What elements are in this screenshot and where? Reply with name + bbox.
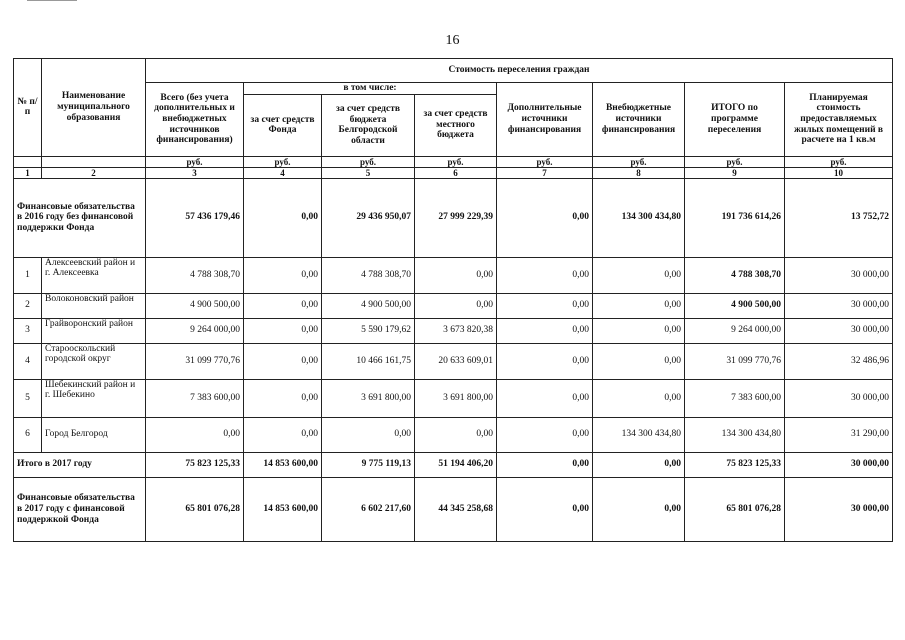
cell-planned-cost: 30 000,00 xyxy=(785,379,893,417)
row-name: Алексеевский район и г. Алексеевка xyxy=(42,257,146,293)
cell-total-program: 7 383 600,00 xyxy=(685,379,785,417)
cell-total: 57 436 179,46 xyxy=(146,178,244,257)
cell-local: 3 691 800,00 xyxy=(415,379,497,417)
cell-fund: 0,00 xyxy=(244,343,322,379)
resettlement-cost-table xyxy=(13,58,893,542)
cell-additional: 0,00 xyxy=(497,178,593,257)
cell-total: 75 823 125,33 xyxy=(146,452,244,477)
cell-regional: 10 466 161,75 xyxy=(322,343,415,379)
page-number: 16 xyxy=(445,33,460,48)
cell-extrabudget: 0,00 xyxy=(593,379,685,417)
row-fin-2017 xyxy=(14,477,893,541)
cell-fund: 0,00 xyxy=(244,379,322,417)
cell-regional: 5 590 179,62 xyxy=(322,318,415,343)
cell-local: 3 673 820,38 xyxy=(415,318,497,343)
cell-local: 27 999 229,39 xyxy=(415,178,497,257)
unit-cell: руб. xyxy=(497,156,593,167)
row-no: 6 xyxy=(14,417,42,452)
header-regional: за счет средств бюджета Белгородской области xyxy=(322,94,415,156)
cell-fund: 0,00 xyxy=(244,293,322,318)
cell-planned-cost: 30 000,00 xyxy=(785,293,893,318)
cell-extrabudget: 0,00 xyxy=(593,343,685,379)
row-name: Грайворонский район xyxy=(42,318,146,343)
unit-cell: руб. xyxy=(322,156,415,167)
cell-additional: 0,00 xyxy=(497,343,593,379)
row-no: 5 xyxy=(14,379,42,417)
cell-fund: 14 853 600,00 xyxy=(244,452,322,477)
cell-additional: 0,00 xyxy=(497,318,593,343)
table-row xyxy=(14,257,893,293)
unit-cell: руб. xyxy=(593,156,685,167)
row-total-2017 xyxy=(14,452,893,477)
cell-local: 0,00 xyxy=(415,257,497,293)
cell-fund: 14 853 600,00 xyxy=(244,477,322,541)
row-label: Финансовые обязательства в 2016 году без финансовой поддержки Фонда xyxy=(14,178,146,257)
cell-total-program: 191 736 614,26 xyxy=(685,178,785,257)
cell-planned-cost: 30 000,00 xyxy=(785,318,893,343)
cell-total-program: 4 788 308,70 xyxy=(685,257,785,293)
unit-blank-2 xyxy=(42,156,146,167)
cell-total: 31 099 770,76 xyxy=(146,343,244,379)
cell-extrabudget: 134 300 434,80 xyxy=(593,417,685,452)
unit-cell: руб. xyxy=(685,156,785,167)
row-name: Старооскольский городской округ xyxy=(42,343,146,379)
unit-cell: руб. xyxy=(785,156,893,167)
cell-total: 0,00 xyxy=(146,417,244,452)
table-row xyxy=(14,293,893,318)
cell-additional: 0,00 xyxy=(497,452,593,477)
row-name: Волоконовский район xyxy=(42,293,146,318)
cell-local: 44 345 258,68 xyxy=(415,477,497,541)
cell-extrabudget: 0,00 xyxy=(593,452,685,477)
unit-cell: руб. xyxy=(146,156,244,167)
cell-regional: 4 900 500,00 xyxy=(322,293,415,318)
cell-additional: 0,00 xyxy=(497,477,593,541)
cell-total: 4 788 308,70 xyxy=(146,257,244,293)
cell-total: 7 383 600,00 xyxy=(146,379,244,417)
cell-additional: 0,00 xyxy=(497,293,593,318)
col-number: 10 xyxy=(785,167,893,178)
row-name: Город Белгород xyxy=(42,417,146,452)
header-including: в том числе: xyxy=(244,83,497,95)
header-fund: за счет средств Фонда xyxy=(244,94,322,156)
cell-local: 0,00 xyxy=(415,417,497,452)
cell-planned-cost: 13 752,72 xyxy=(785,178,893,257)
cell-extrabudget: 0,00 xyxy=(593,293,685,318)
unit-cell: руб. xyxy=(415,156,497,167)
cell-regional: 6 602 217,60 xyxy=(322,477,415,541)
cell-total: 65 801 076,28 xyxy=(146,477,244,541)
cell-regional: 0,00 xyxy=(322,417,415,452)
cell-planned-cost: 31 290,00 xyxy=(785,417,893,452)
cell-fund: 0,00 xyxy=(244,417,322,452)
table-row xyxy=(14,343,893,379)
cell-total: 4 900 500,00 xyxy=(146,293,244,318)
cell-total-program: 65 801 076,28 xyxy=(685,477,785,541)
cell-additional: 0,00 xyxy=(497,379,593,417)
col-number: 4 xyxy=(244,167,322,178)
cell-fund: 0,00 xyxy=(244,318,322,343)
row-name: Шебекинский район и г. Шебекино xyxy=(42,379,146,417)
row-label: Итого в 2017 году xyxy=(14,452,146,477)
header-local: за счет средств местного бюджета xyxy=(415,94,497,156)
row-no: 1 xyxy=(14,257,42,293)
cell-extrabudget: 0,00 xyxy=(593,318,685,343)
header-municipality: Наименование муниципального образования xyxy=(42,59,146,157)
cell-local: 51 194 406,20 xyxy=(415,452,497,477)
cell-total-program: 75 823 125,33 xyxy=(685,452,785,477)
cell-fund: 0,00 xyxy=(244,257,322,293)
unit-blank-1 xyxy=(14,156,42,167)
row-no: 3 xyxy=(14,318,42,343)
top-rule xyxy=(27,0,77,1)
cell-regional: 29 436 950,07 xyxy=(322,178,415,257)
cell-total-program: 4 900 500,00 xyxy=(685,293,785,318)
row-no: 2 xyxy=(14,293,42,318)
col-number: 5 xyxy=(322,167,415,178)
cell-extrabudget: 134 300 434,80 xyxy=(593,178,685,257)
table-row xyxy=(14,318,893,343)
cell-additional: 0,00 xyxy=(497,417,593,452)
header-no: № п/п xyxy=(14,59,42,157)
cell-planned-cost: 30 000,00 xyxy=(785,477,893,541)
cell-regional: 3 691 800,00 xyxy=(322,379,415,417)
header-total-without: Всего (без учета дополнительных и внебюджетных источников финансирования) xyxy=(146,83,244,157)
col-number: 7 xyxy=(497,167,593,178)
cell-total: 9 264 000,00 xyxy=(146,318,244,343)
cell-regional: 9 775 119,13 xyxy=(322,452,415,477)
col-number: 3 xyxy=(146,167,244,178)
header-planned-cost: Планируемая стоимость предоставляемых жилых помещений в расчете на 1 кв.м xyxy=(785,83,893,157)
header-extrabudget: Внебюджетные источники финансирования xyxy=(593,83,685,157)
col-number: 8 xyxy=(593,167,685,178)
cell-total-program: 134 300 434,80 xyxy=(685,417,785,452)
col-number: 2 xyxy=(42,167,146,178)
cell-additional: 0,00 xyxy=(497,257,593,293)
col-number: 1 xyxy=(14,167,42,178)
cell-fund: 0,00 xyxy=(244,178,322,257)
col-number: 9 xyxy=(685,167,785,178)
header-total-program: ИТОГО по программе переселения xyxy=(685,83,785,157)
cell-local: 0,00 xyxy=(415,293,497,318)
cell-total-program: 31 099 770,76 xyxy=(685,343,785,379)
cell-total-program: 9 264 000,00 xyxy=(685,318,785,343)
row-label: Финансовые обязательства в 2017 году с финансовой поддержкой Фонда xyxy=(14,477,146,541)
col-number: 6 xyxy=(415,167,497,178)
cell-extrabudget: 0,00 xyxy=(593,257,685,293)
cell-planned-cost: 30 000,00 xyxy=(785,452,893,477)
header-additional: Дополнительные источники финансирования xyxy=(497,83,593,157)
cell-planned-cost: 30 000,00 xyxy=(785,257,893,293)
cell-regional: 4 788 308,70 xyxy=(322,257,415,293)
table-row xyxy=(14,379,893,417)
row-fin-2016 xyxy=(14,178,893,257)
header-cost-group: Стоимость переселения граждан xyxy=(146,59,893,83)
row-no: 4 xyxy=(14,343,42,379)
table-row xyxy=(14,417,893,452)
cell-extrabudget: 0,00 xyxy=(593,477,685,541)
unit-cell: руб. xyxy=(244,156,322,167)
cell-local: 20 633 609,01 xyxy=(415,343,497,379)
cell-planned-cost: 32 486,96 xyxy=(785,343,893,379)
